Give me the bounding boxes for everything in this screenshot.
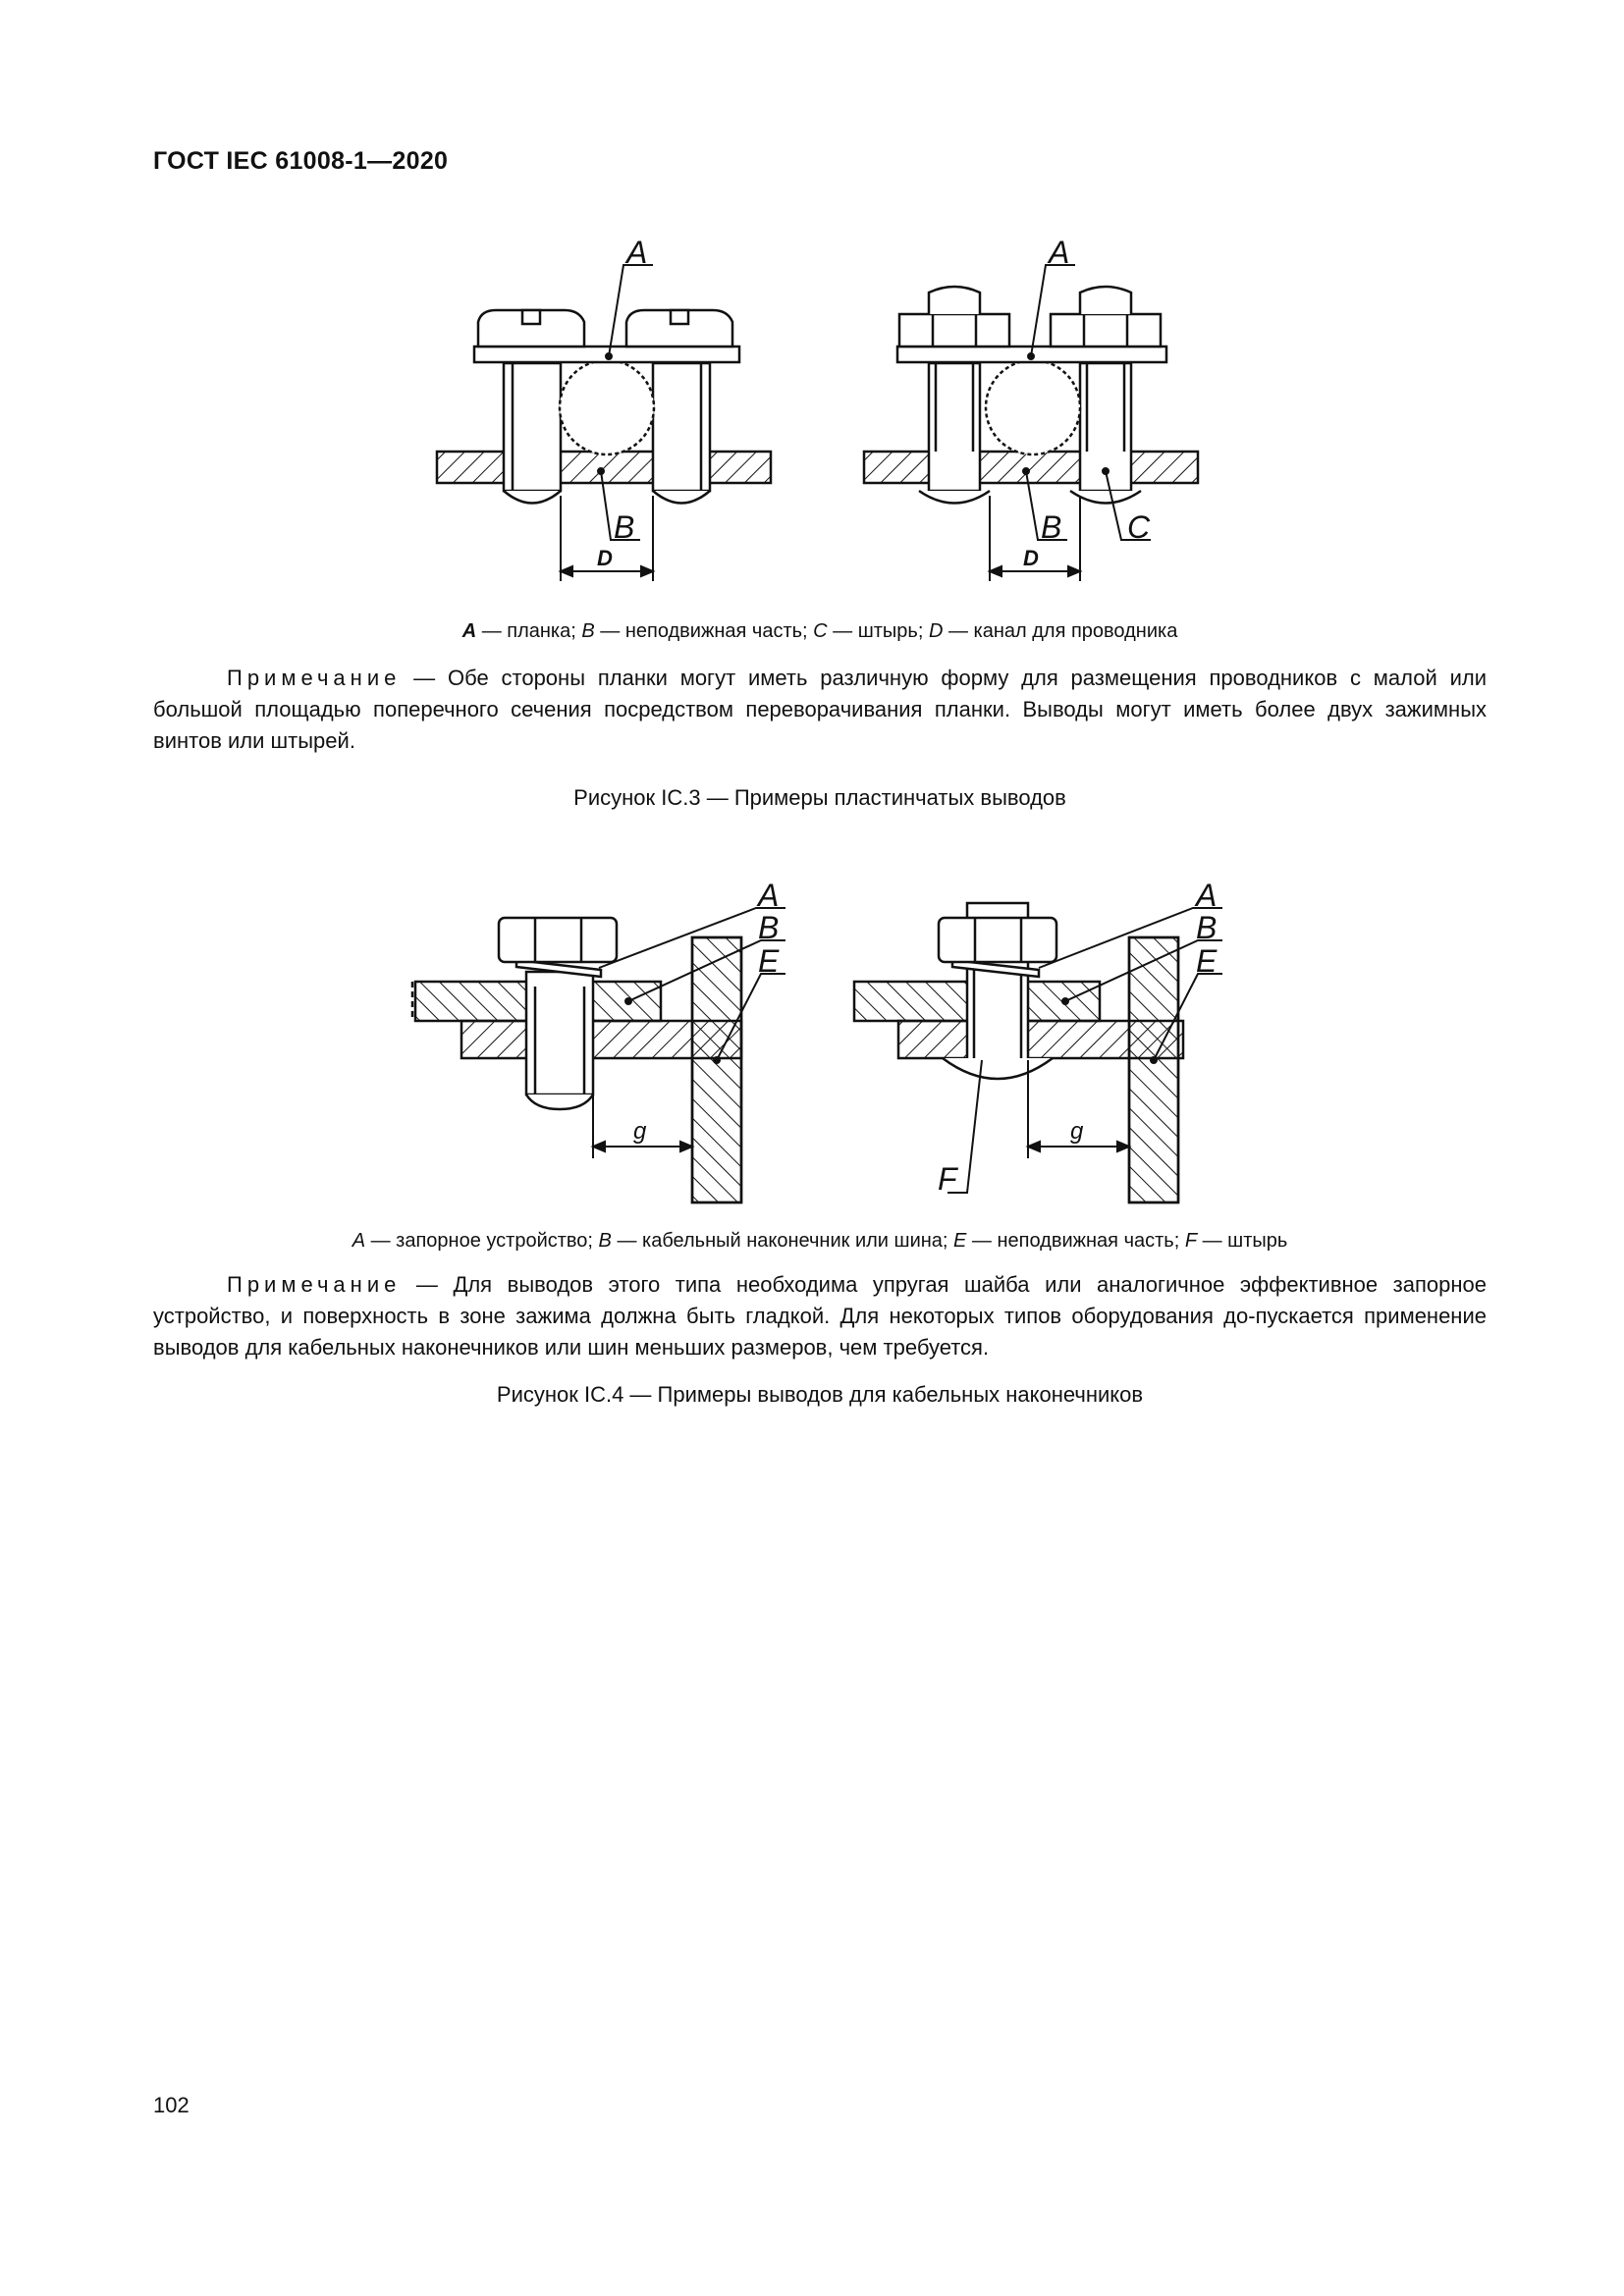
ic3-note — [153, 663, 1487, 757]
ic4-note-text: — Для выводов этого типа необходима упругая шайба или аналогичное эффективное запорное устройство, и поверхность в зоне зажима должна быть гладкой. Для некоторых типов оборудования до-пускается применение выводов для кабельных наконечников или шин меньших размеров, чем требуется. — [153, 1272, 1487, 1360]
ic3-right-label-a: A — [1049, 235, 1070, 270]
ic3-caption: Рисунок IC.3 — Примеры пластинчатых выводов — [573, 785, 1066, 810]
ic3-right-base — [864, 452, 1198, 483]
ic4-left-label-a: A — [758, 878, 780, 913]
page-number: 102 — [153, 2093, 189, 2117]
ic4-right-assembly — [854, 903, 1183, 1202]
ic3-right-assembly — [864, 287, 1198, 504]
ic3-left-assembly — [437, 310, 771, 504]
ic4-caption: Рисунок IC.4 — Примеры выводов для кабельных наконечников — [496, 1382, 1144, 1407]
ic4-right-label-e: E — [1196, 943, 1218, 979]
ic3-left-label-a: A — [626, 235, 648, 270]
ic4-left-label-g: g — [633, 1118, 647, 1145]
ic4-right-wall — [1129, 937, 1178, 1202]
ic4-legend: A — запорное устройство; B — кабельный наконечник или шина; E — неподвижная часть; F — штырь — [352, 1230, 1288, 1252]
ic4-right-label-f: F — [938, 1161, 957, 1197]
ic3-right-label-b: B — [1041, 509, 1062, 545]
ic3-left-conductor — [560, 360, 654, 454]
ic4-left-label-b: B — [758, 910, 780, 945]
ic4-left-assembly — [412, 918, 741, 1202]
ic4-note — [153, 1269, 1487, 1363]
document-header: ГОСТ IEC 61008-1—2020 — [153, 147, 449, 175]
ic3-right-conductor — [986, 360, 1080, 454]
ic3-note-text: — Обе стороны планки могут иметь различную форму для размещения проводников с малой или большой площадью поперечного сечения посредством переворачивания планки. Выводы могут иметь более двух зажимных винтов или штырей. — [153, 666, 1487, 753]
figure-ic4-drawing — [0, 874, 1624, 1227]
ic3-note-label: Примечание — [227, 666, 402, 690]
ic4-left-wall — [692, 937, 741, 1202]
ic4-left-label-e: E — [758, 943, 780, 979]
ic4-right-nut — [939, 918, 1056, 962]
ic3-legend: A — планка; B — неподвижная часть; C — штырь; D — канал для проводника — [461, 620, 1178, 642]
ic3-right-label-d: D — [1023, 546, 1039, 570]
ic4-note-label: Примечание — [227, 1272, 402, 1297]
ic4-right-label-a: A — [1196, 878, 1218, 913]
ic4-right-label-b: B — [1196, 910, 1218, 945]
ic4-right-label-g: g — [1070, 1118, 1084, 1145]
ic3-left-label-d: D — [597, 546, 613, 570]
ic4-left-nut — [499, 918, 617, 962]
ic3-left-base — [437, 452, 771, 483]
ic3-left-label-b: B — [614, 509, 635, 545]
ic3-right-label-c: C — [1127, 509, 1151, 545]
